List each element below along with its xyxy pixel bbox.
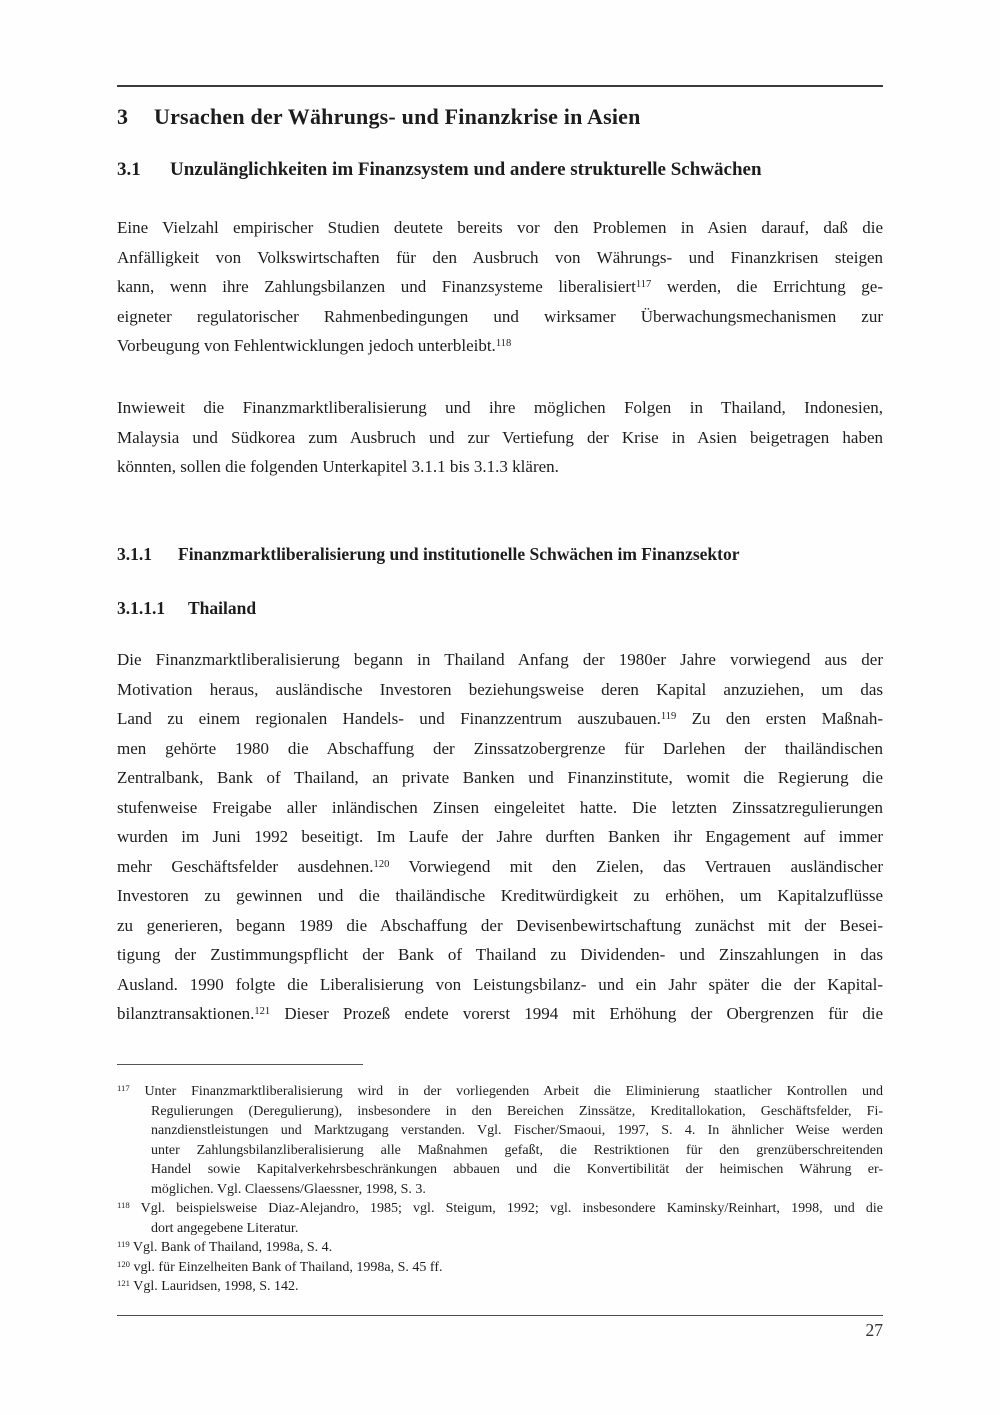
paragraph-overview	[117, 393, 883, 482]
text-line: stufenweise Freigabe aller inländischen Zinsen eingeleitet hatte. Die letzten Zinssatzregulierungen	[117, 797, 883, 817]
footnote-block	[117, 1082, 883, 1297]
text-line: könnten, sollen die folgenden Unterkapitel 3.1.1 bis 3.1.3 klären.	[117, 457, 559, 476]
subsubsection-heading	[117, 598, 883, 619]
text-line: Anfälligkeit von Volkswirtschaften für den Ausbruch von Währungs- und Finanzkrisen steigen	[117, 247, 883, 267]
text-line: Zentralbank, Bank of Thailand, an private Banken und Finanzinstitute, womit die Regierung die	[117, 768, 883, 787]
text-line: Malaysia und Südkorea zum Ausbruch und zur Vertiefung der Krise in Asien beigetragen haben	[117, 427, 883, 447]
subsection-title: Finanzmarktliberalisierung und institutionelle Schwächen im Finanzsektor	[178, 544, 740, 564]
footnote-reference: 117	[635, 279, 652, 291]
text-line: $^{121}$ Vgl. Lauridsen, 1998, S. 142.	[117, 1278, 299, 1294]
subsection-number: 3.1.1	[117, 544, 152, 564]
footnote-117	[117, 1082, 883, 1199]
text-line: Investoren zu gewinnen und die thailändische Kreditwürdigkeit zu erhöhen, um Kapitalzuflüsse	[117, 886, 883, 905]
text-line: bilanztransaktionen.$^{121}$ Dieser Prozeß endete vorerst 1994 mit Erhöhung der Obergrenzen für die	[117, 1004, 883, 1023]
text-line: Handel sowie Kapitalverkehrsbeschränkungen abbauen und die Konvertibilität der heimischen Währung er-	[151, 1162, 883, 1177]
text-line: unter Zahlungsbilanzliberalisierung alle Maßnahmen gefaßt, die Restriktionen für den grenzüberschreitenden	[151, 1142, 883, 1158]
footnote-119	[117, 1238, 883, 1258]
text-line: mehr Geschäftsfelder ausdehnen.$^{120}$ Vorwiegend mit den Zielen, das Vertrauen ausländischer	[117, 856, 883, 876]
text-line: wurden im Juni 1992 beseitigt. Im Laufe der Jahre durften Banken ihr Engagement auf immer	[117, 827, 883, 846]
chapter-heading	[117, 104, 883, 130]
footnote-reference: 120	[373, 858, 390, 870]
text-line: Inwieweit die Finanzmarktliberalisierung und ihre möglichen Folgen in Thailand, Indonesien,	[117, 398, 883, 417]
chapter-title: Ursachen der Währungs- und Finanzkrise in Asien	[154, 104, 641, 129]
text-line: Regulierungen (Deregulierung), insbesondere in den Bereichen Zinssätze, Kreditallokation, Geschäftsfelder, Fi-	[151, 1103, 883, 1119]
text-line: Motivation heraus, ausländische Investoren beziehungsweise deren Kapital anzuziehen, um das	[117, 679, 883, 699]
footnote-120	[117, 1258, 883, 1278]
footnote-reference: 120	[117, 1258, 131, 1269]
page-number: 27	[865, 1320, 883, 1340]
section-heading	[117, 159, 883, 181]
footnote-121	[117, 1277, 883, 1297]
footnote-reference: 118	[117, 1200, 130, 1211]
footnote-reference: 118	[495, 338, 512, 350]
section-title: Unzulänglichkeiten im Finanzsystem und andere strukturelle Schwächen	[170, 159, 762, 180]
text-line: eigneter regulatorischer Rahmenbedingungen und wirksamer Überwachungsmechanismen zur	[117, 306, 883, 326]
text-line: dort angegebene Literatur.	[151, 1220, 299, 1236]
header-rule	[117, 85, 883, 87]
text-line: $^{117}$ Unter Finanzmarktliberalisierung wird in der vorliegenden Arbeit die Eliminierung staatlicher Kontrollen und	[117, 1083, 883, 1099]
footnote-reference: 117	[117, 1083, 130, 1094]
section-number: 3.1	[117, 159, 141, 180]
footnote-reference: 119	[660, 711, 677, 723]
text-line: $^{119}$ Vgl. Bank of Thailand, 1998a, S. 4.	[117, 1239, 333, 1255]
subsection-heading	[117, 544, 883, 565]
paragraph-thailand	[117, 645, 883, 1029]
text-line: $^{118}$ Vgl. beispielsweise Diaz-Alejandro, 1985; vgl. Steigum, 1992; vgl. insbesondere Kaminsky/Reinhart, 1998, und die	[117, 1200, 883, 1216]
text-line: Eine Vielzahl empirischer Studien deutete bereits vor den Problemen in Asien darauf, daß die	[117, 218, 883, 237]
text-line: möglichen. Vgl. Claessens/Glaessner, 1998, S. 3.	[151, 1181, 426, 1197]
footnote-118	[117, 1199, 883, 1238]
text-line: Land zu einem regionalen Handels- und Finanzzentrum auszubauen.$^{119}$ Zu den ersten Maßnah-	[117, 709, 883, 728]
footnote-reference: 121	[254, 1006, 271, 1018]
footer-rule	[117, 1315, 883, 1316]
footnote-reference: 121	[117, 1278, 131, 1289]
text-line: Vorbeugung von Fehlentwicklungen jedoch unterbleibt.$^{118}$	[117, 336, 512, 355]
subsubsection-title: Thailand	[188, 598, 257, 618]
chapter-number: 3	[117, 104, 129, 129]
text-line: Ausland. 1990 folgte die Liberalisierung von Leistungsbilanz- und ein Jahr später die der Kapital-	[117, 974, 883, 994]
paragraph-intro	[117, 213, 883, 361]
text-line: $^{120}$ vgl. für Einzelheiten Bank of Thailand, 1998a, S. 45 ff.	[117, 1258, 443, 1275]
text-line: Die Finanzmarktliberalisierung begann in Thailand Anfang der 1980er Jahre vorwiegend aus der	[117, 650, 883, 669]
text-line: kann, wenn ihre Zahlungsbilanzen und Finanzsysteme liberalisiert$^{117}$ werden, die Errichtung ge-	[117, 277, 883, 296]
subsubsection-number: 3.1.1.1	[117, 598, 166, 618]
text-line: tigung der Zustimmungspflicht der Bank of Thailand zu Dividenden- und Zinszahlungen in das	[117, 945, 883, 964]
footnote-separator-rule	[117, 1064, 363, 1065]
text-line: nanzdienstleistungen und Marktzugang verstanden. Vgl. Fischer/Smaoui, 1997, S. 4. In ähnlicher Weise werden	[151, 1123, 883, 1138]
text-line: zu generieren, begann 1989 die Abschaffung der Devisenbewirtschaftung zunächst mit der Besei-	[117, 915, 883, 935]
text-line: men gehörte 1980 die Abschaffung der Zinssatzobergrenze für Darlehen der thailändischen	[117, 738, 883, 758]
footnote-reference: 119	[117, 1239, 130, 1250]
